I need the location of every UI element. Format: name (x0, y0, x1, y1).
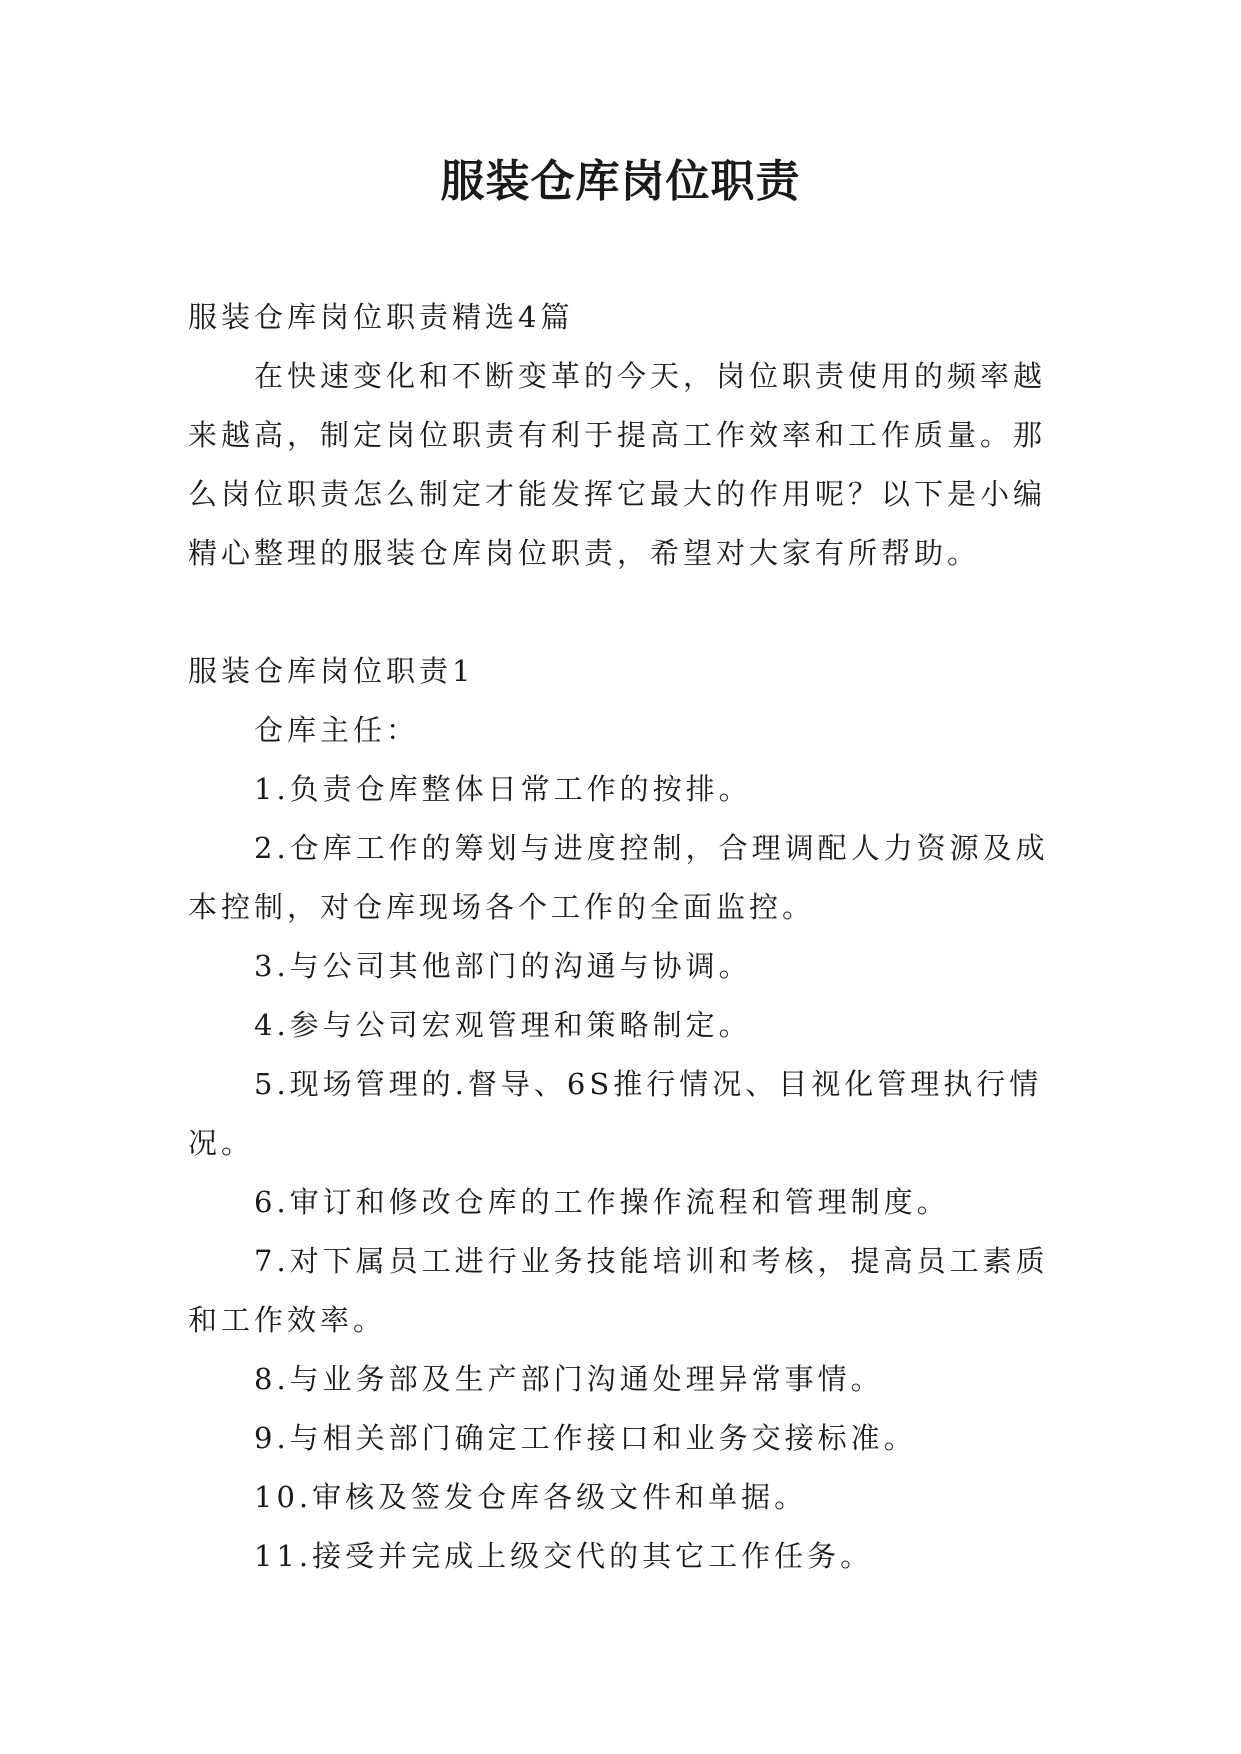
duty-item: 9.与相关部门确定工作接口和业务交接标准。 (254, 1421, 917, 1455)
duty-item: 5.现场管理的.督导、6S推行情况、目视化管理执行情况。 (188, 1067, 1043, 1160)
intro-paragraph: 在快速变化和不断变革的今天，岗位职责使用的频率越来越高，制定岗位职责有利于提高工作效率和工作质量。那么岗位职责怎么制定才能发挥它最大的作用呢？以下是小编精心整理的服装仓库岗位职责，希望对大家有所帮助。 (188, 359, 1047, 570)
section-spacer (188, 583, 1058, 642)
duty-item: 4.参与公司宏观管理和策略制定。 (254, 1008, 752, 1042)
duty-item: 3.与公司其他部门的沟通与协调。 (254, 949, 752, 983)
duty-item: 10.审核及签发仓库各级文件和单据。 (254, 1480, 808, 1514)
duty-item: 2.仓库工作的筹划与进度控制，合理调配人力资源及成本控制，对仓库现场各个工作的全面监控。 (188, 831, 1049, 924)
duty-item: 1.负责仓库整体日常工作的按排。 (254, 772, 752, 806)
duty-item: 8.与业务部及生产部门沟通处理异常事情。 (254, 1362, 884, 1396)
duty-item: 11.接受并完成上级交代的其它工作任务。 (254, 1539, 874, 1573)
document-body (188, 288, 1058, 1586)
role-label: 仓库主任： (254, 713, 420, 747)
duty-item: 6.审订和修改仓库的工作操作流程和管理制度。 (254, 1185, 950, 1219)
section-heading: 服装仓库岗位职责1 (188, 654, 475, 688)
document-title: 服装仓库岗位职责 (440, 156, 801, 207)
duty-item: 7.对下属员工进行业务技能培训和考核，提高员工素质和工作效率。 (188, 1244, 1049, 1337)
document-subtitle: 服装仓库岗位职责精选4篇 (188, 300, 574, 334)
